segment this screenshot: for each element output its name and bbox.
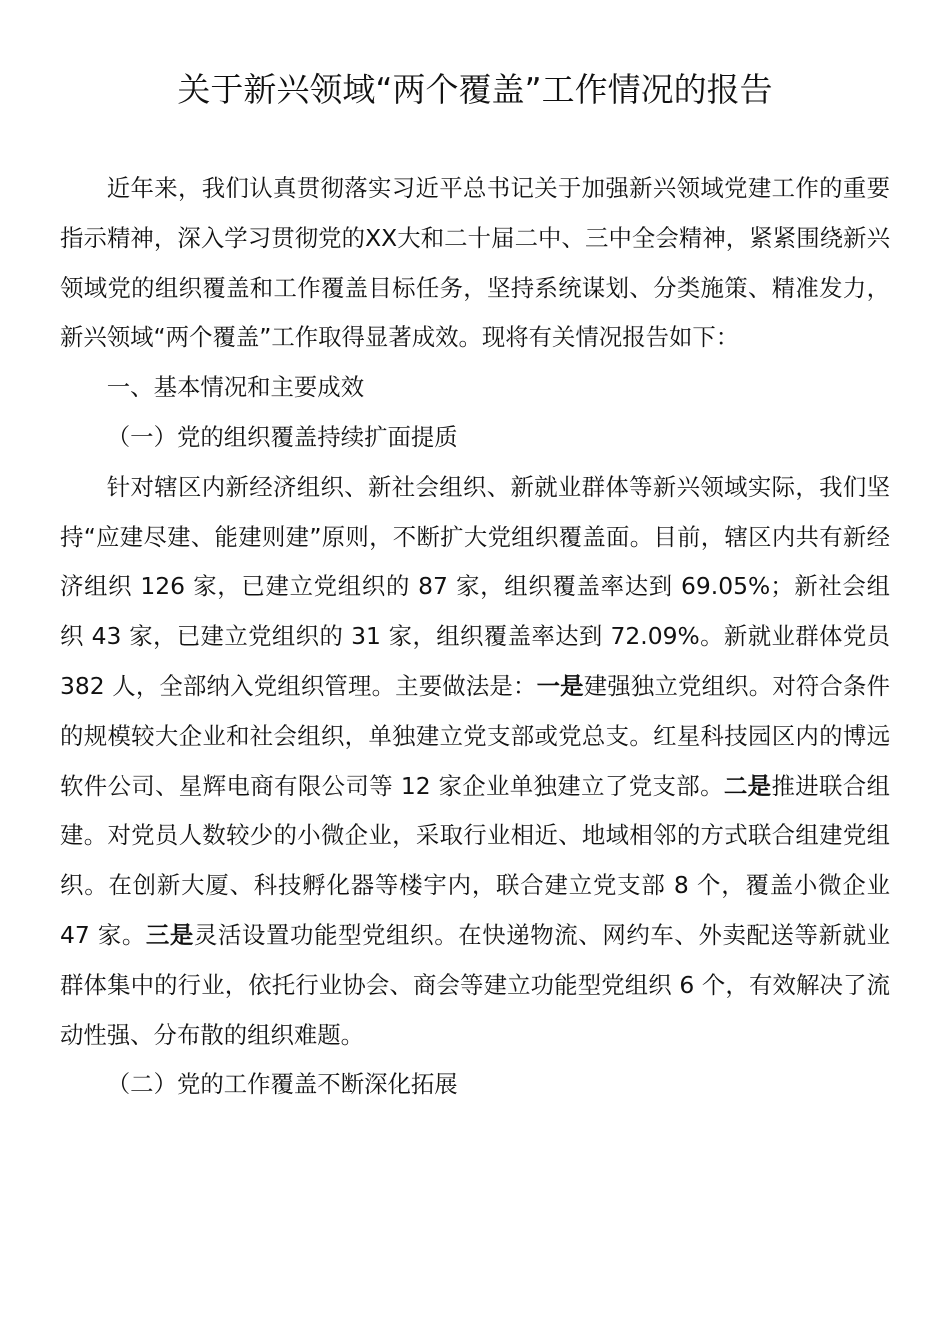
- emphasis-third: 三是: [145, 920, 194, 949]
- document-title: 关于新兴领域“两个覆盖”工作情况的报告: [177, 70, 773, 109]
- organization-coverage-paragraph: [60, 463, 890, 1061]
- subsection-heading-1: （一）党的组织覆盖持续扩面提质: [106, 422, 458, 451]
- subsection-heading-2: （二）党的工作覆盖不断深化拓展: [106, 1070, 458, 1099]
- paragraph-text: 针对辖区内新经济组织、新社会组织、新就业群体等新兴领域实际，我们坚持“应建尽建、能建则建”原则，不断扩大党组织覆盖面。目前，辖区内共有新经济组织 126 家，已建立党组织的 87 家，组织覆盖率达到 69.05%；新社会组织 43 家，已建立党组织的 31 家，组织覆盖率达到 72.09%。新就业群体党员 382 人，全部纳入党组织管理。主要做法是：: [60, 472, 890, 700]
- paragraph-text: 建强独立党组织。对符合条件的规模较大企业和社会组织，单独建立党支部或党总支。红星科技园区内的博远软件公司、星辉电商有限公司等 12 家企业单独建立了党支部。: [60, 671, 890, 800]
- intro-paragraph: 近年来，我们认真贯彻落实习近平总书记关于加强新兴领域党建工作的重要指示精神，深入学习贯彻党的XX大和二十届二中、三中全会精神，紧紧围绕新兴领域党的组织覆盖和工作覆盖目标任务，坚持系统谋划、分类施策、精准发力，新兴领域“两个覆盖”工作取得显著成效。现将有关情况报告如下：: [60, 174, 890, 352]
- paragraph-text: 推进联合组建。对党员人数较少的小微企业，采取行业相近、地域相邻的方式联合组建党组织。在创新大厦、科技孵化器等楼宇内，联合建立党支部 8 个，覆盖小微企业 47 家。: [60, 771, 891, 949]
- emphasis-first: 一是: [536, 671, 584, 700]
- document-body: [60, 164, 890, 1110]
- paragraph-text: 灵活设置功能型党组织。在快递物流、网约车、外卖配送等新就业群体集中的行业，依托行业协会、商会等建立功能型党组织 6 个，有效解决了流动性强、分布散的组织难题。: [60, 920, 891, 1049]
- emphasis-second: 二是: [723, 771, 772, 800]
- section-heading-1: 一、基本情况和主要成效: [106, 373, 365, 402]
